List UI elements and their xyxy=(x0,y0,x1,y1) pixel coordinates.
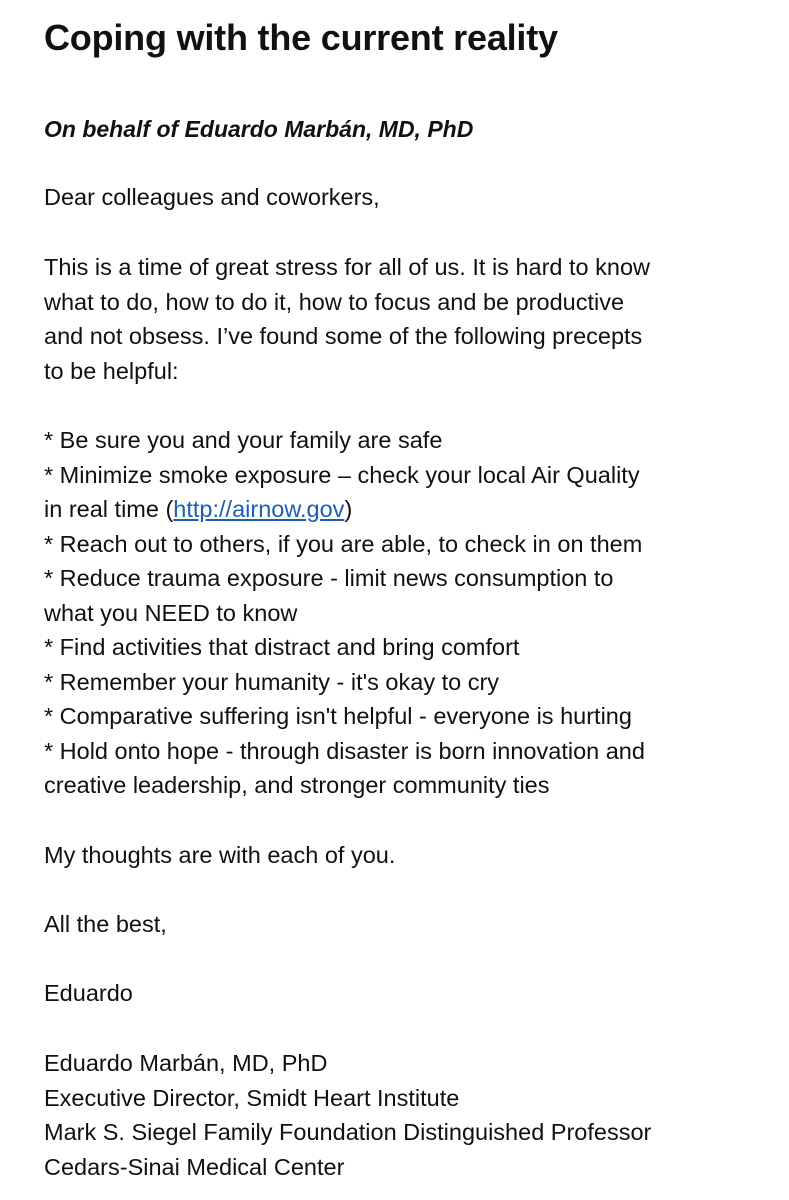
list-item-humanity: * Remember your humanity - it's okay to cry xyxy=(44,668,500,695)
intro-line: to be helpful: xyxy=(44,357,179,384)
air-quality-suffix: ) xyxy=(344,496,353,522)
precepts-list xyxy=(44,423,645,803)
signature-professorship: Mark S. Siegel Family Foundation Distinguished Professor xyxy=(44,1119,652,1145)
air-quality-prefix: in real time ( xyxy=(44,496,174,522)
signature-name: Eduardo Marbán, MD, PhD xyxy=(44,1050,328,1076)
signoff-name: Eduardo xyxy=(44,980,133,1006)
signature-block xyxy=(44,1046,651,1184)
thoughts-text: My thoughts are with each of you. xyxy=(44,842,396,868)
closing-paragraph xyxy=(44,907,167,942)
intro-line: what to do, how to do it, how to focus and be productive xyxy=(44,288,625,315)
airnow-link[interactable]: http://airnow.gov xyxy=(173,496,345,522)
intro-line: and not obsess. I’ve found some of the following precepts xyxy=(44,323,643,349)
list-item-activities: * Find activities that distract and bring comfort xyxy=(44,634,520,660)
intro-paragraph xyxy=(44,250,650,388)
salutation xyxy=(44,180,380,215)
intro-line: This is a time of great stress for all of us. It is hard to know xyxy=(44,254,651,280)
closing-text: All the best, xyxy=(44,911,167,937)
list-item-trauma-continued: what you NEED to know xyxy=(44,599,298,626)
list-item-hope-continued: creative leadership, and stronger community ties xyxy=(44,772,550,798)
signature-organization: Cedars-Sinai Medical Center xyxy=(44,1153,345,1180)
salutation-text: Dear colleagues and coworkers, xyxy=(44,184,380,210)
list-item-suffering: * Comparative suffering isn't helpful - everyone is hurting xyxy=(44,703,632,729)
list-item-smoke-continued xyxy=(44,492,645,527)
list-item-smoke: * Minimize smoke exposure – check your local Air Quality xyxy=(44,461,640,488)
on-behalf-of-line: On behalf of Eduardo Marbán, MD, PhD xyxy=(44,116,474,142)
list-item-reach-out: * Reach out to others, if you are able, to check in on them xyxy=(44,530,643,557)
email-title: Coping with the current reality xyxy=(44,17,558,58)
list-item-trauma: * Reduce trauma exposure - limit news consumption to xyxy=(44,565,614,591)
list-item-safety: * Be sure you and your family are safe xyxy=(44,427,443,453)
signature-title: Executive Director, Smidt Heart Institute xyxy=(44,1084,460,1111)
thoughts-paragraph xyxy=(44,838,395,873)
signoff-paragraph xyxy=(44,976,133,1011)
list-item-hope: * Hold onto hope - through disaster is born innovation and xyxy=(44,737,645,764)
